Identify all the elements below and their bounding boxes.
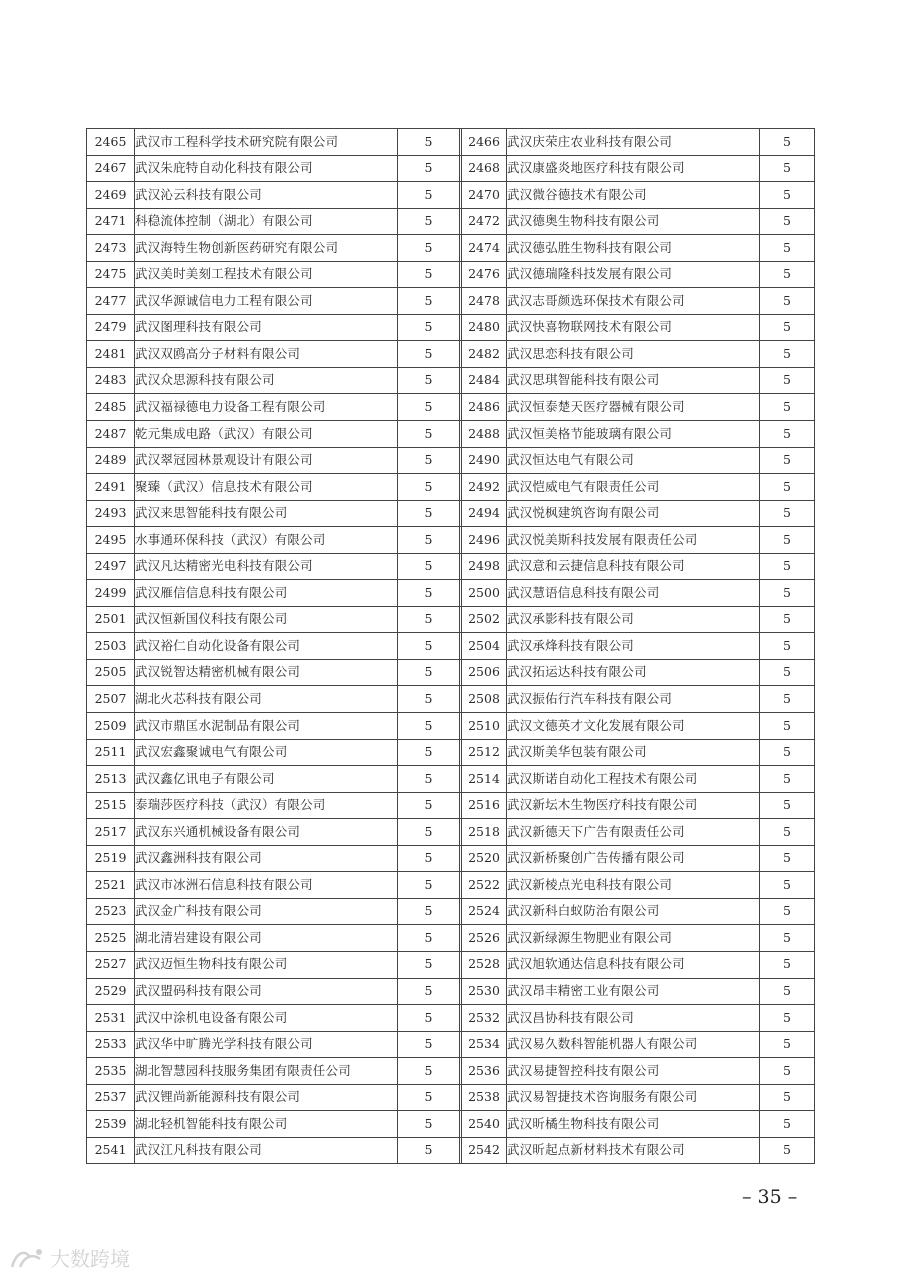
table-row [87, 553, 815, 580]
watermark-text: 大数跨境 [50, 1247, 130, 1271]
table-row [87, 394, 815, 421]
score-left: 5 [398, 208, 460, 235]
table-row [87, 659, 815, 686]
company-name-right: 武汉恒美格节能玻璃有限公司 [507, 421, 760, 448]
company-name-right: 武汉德奥生物科技有限公司 [507, 208, 760, 235]
row-number-left: 2541 [87, 1137, 135, 1164]
row-number-right: 2526 [462, 925, 507, 952]
row-number-left: 2537 [87, 1084, 135, 1111]
score-right: 5 [760, 288, 815, 315]
table-row [87, 314, 815, 341]
score-left: 5 [398, 553, 460, 580]
company-name-right: 武汉悦枫建筑咨询有限公司 [507, 500, 760, 527]
company-name-left: 武汉沁云科技有限公司 [135, 182, 398, 209]
row-number-right: 2536 [462, 1058, 507, 1085]
score-right: 5 [760, 447, 815, 474]
table-row [87, 713, 815, 740]
company-name-left: 武汉鑫洲科技有限公司 [135, 845, 398, 872]
company-name-left: 泰瑞莎医疗科技（武汉）有限公司 [135, 792, 398, 819]
row-number-right: 2486 [462, 394, 507, 421]
company-name-right: 武汉易智捷技术咨询服务有限公司 [507, 1084, 760, 1111]
table-row [87, 872, 815, 899]
score-left: 5 [398, 235, 460, 262]
company-name-left: 湖北清岩建设有限公司 [135, 925, 398, 952]
table-row [87, 288, 815, 315]
row-number-left: 2503 [87, 633, 135, 660]
company-name-right: 武汉易久数科智能机器人有限公司 [507, 1031, 760, 1058]
score-left: 5 [398, 1058, 460, 1085]
row-number-left: 2501 [87, 606, 135, 633]
row-number-right: 2488 [462, 421, 507, 448]
table-row [87, 766, 815, 793]
score-right: 5 [760, 819, 815, 846]
table-row [87, 1058, 815, 1085]
row-number-right: 2502 [462, 606, 507, 633]
table-row [87, 129, 815, 156]
row-number-left: 2485 [87, 394, 135, 421]
row-number-left: 2529 [87, 978, 135, 1005]
table-row [87, 261, 815, 288]
score-right: 5 [760, 845, 815, 872]
row-number-left: 2491 [87, 474, 135, 501]
row-number-right: 2470 [462, 182, 507, 209]
table-row [87, 580, 815, 607]
company-name-left: 武汉华源诚信电力工程有限公司 [135, 288, 398, 315]
company-name-left: 湖北火芯科技有限公司 [135, 686, 398, 713]
table-row [87, 155, 815, 182]
row-number-right: 2500 [462, 580, 507, 607]
score-left: 5 [398, 1084, 460, 1111]
row-number-left: 2507 [87, 686, 135, 713]
row-number-left: 2523 [87, 898, 135, 925]
score-left: 5 [398, 394, 460, 421]
score-right: 5 [760, 553, 815, 580]
table-row [87, 898, 815, 925]
table-row [87, 1031, 815, 1058]
row-number-right: 2492 [462, 474, 507, 501]
row-number-right: 2512 [462, 739, 507, 766]
company-name-left: 武汉市工程科学技术研究院有限公司 [135, 129, 398, 156]
company-name-right: 武汉新桥聚创广告传播有限公司 [507, 845, 760, 872]
company-name-right: 武汉振佑行汽车科技有限公司 [507, 686, 760, 713]
table-row [87, 819, 815, 846]
score-right: 5 [760, 1084, 815, 1111]
row-number-left: 2481 [87, 341, 135, 368]
row-number-right: 2538 [462, 1084, 507, 1111]
company-name-left: 武汉华中旷腾光学科技有限公司 [135, 1031, 398, 1058]
row-number-left: 2473 [87, 235, 135, 262]
table-row [87, 1111, 815, 1138]
score-right: 5 [760, 1111, 815, 1138]
score-right: 5 [760, 978, 815, 1005]
row-number-left: 2515 [87, 792, 135, 819]
company-name-left: 武汉众思源科技有限公司 [135, 367, 398, 394]
row-number-right: 2530 [462, 978, 507, 1005]
score-left: 5 [398, 925, 460, 952]
score-right: 5 [760, 766, 815, 793]
watermark-logo-icon [10, 1247, 44, 1269]
score-right: 5 [760, 925, 815, 952]
table-row [87, 235, 815, 262]
company-name-right: 武汉慧语信息科技有限公司 [507, 580, 760, 607]
row-number-left: 2517 [87, 819, 135, 846]
company-name-right: 武汉庆荣庄农业科技有限公司 [507, 129, 760, 156]
company-name-left: 武汉海特生物创新医药研究有限公司 [135, 235, 398, 262]
row-number-right: 2542 [462, 1137, 507, 1164]
score-right: 5 [760, 792, 815, 819]
score-right: 5 [760, 527, 815, 554]
score-left: 5 [398, 580, 460, 607]
table-row [87, 367, 815, 394]
company-name-left: 武汉锐智达精密机械有限公司 [135, 659, 398, 686]
score-right: 5 [760, 633, 815, 660]
row-number-right: 2510 [462, 713, 507, 740]
company-name-left: 武汉福禄德电力设备工程有限公司 [135, 394, 398, 421]
score-right: 5 [760, 898, 815, 925]
company-name-left: 武汉美时美刻工程技术有限公司 [135, 261, 398, 288]
table-row [87, 208, 815, 235]
row-number-right: 2478 [462, 288, 507, 315]
row-number-right: 2522 [462, 872, 507, 899]
company-name-right: 武汉承烽科技有限公司 [507, 633, 760, 660]
company-name-right: 武汉思恋科技有限公司 [507, 341, 760, 368]
table-row [87, 845, 815, 872]
row-number-left: 2519 [87, 845, 135, 872]
company-name-left: 武汉恒新国仪科技有限公司 [135, 606, 398, 633]
company-name-right: 武汉文德英才文化发展有限公司 [507, 713, 760, 740]
company-name-left: 乾元集成电路（武汉）有限公司 [135, 421, 398, 448]
company-name-left: 湖北智慧园科技服务集团有限责任公司 [135, 1058, 398, 1085]
score-right: 5 [760, 606, 815, 633]
company-name-right: 武汉易捷智控科技有限公司 [507, 1058, 760, 1085]
score-left: 5 [398, 500, 460, 527]
row-number-right: 2504 [462, 633, 507, 660]
row-number-left: 2527 [87, 951, 135, 978]
row-number-left: 2487 [87, 421, 135, 448]
row-number-left: 2509 [87, 713, 135, 740]
row-number-left: 2539 [87, 1111, 135, 1138]
table-row [87, 1005, 815, 1032]
score-right: 5 [760, 713, 815, 740]
table-body [87, 129, 815, 1164]
score-right: 5 [760, 235, 815, 262]
company-name-right: 武汉志哥颜选环保技术有限公司 [507, 288, 760, 315]
row-number-left: 2511 [87, 739, 135, 766]
row-number-left: 2469 [87, 182, 135, 209]
company-name-left: 武汉鑫亿讯电子有限公司 [135, 766, 398, 793]
score-left: 5 [398, 792, 460, 819]
score-right: 5 [760, 1137, 815, 1164]
company-name-left: 武汉裕仁自动化设备有限公司 [135, 633, 398, 660]
company-name-left: 水事通环保科技（武汉）有限公司 [135, 527, 398, 554]
company-name-left: 武汉雁信信息科技有限公司 [135, 580, 398, 607]
row-number-right: 2516 [462, 792, 507, 819]
score-right: 5 [760, 739, 815, 766]
row-number-right: 2508 [462, 686, 507, 713]
score-left: 5 [398, 474, 460, 501]
score-left: 5 [398, 739, 460, 766]
watermark [10, 1243, 130, 1272]
score-right: 5 [760, 182, 815, 209]
table-row [87, 978, 815, 1005]
company-name-right: 武汉意和云捷信息科技有限公司 [507, 553, 760, 580]
company-name-right: 武汉昕橘生物科技有限公司 [507, 1111, 760, 1138]
table-row [87, 474, 815, 501]
score-right: 5 [760, 686, 815, 713]
row-number-right: 2494 [462, 500, 507, 527]
company-name-left: 武汉来思智能科技有限公司 [135, 500, 398, 527]
score-right: 5 [760, 341, 815, 368]
score-right: 5 [760, 1058, 815, 1085]
company-name-right: 武汉康盛炎地医疗科技有限公司 [507, 155, 760, 182]
score-left: 5 [398, 633, 460, 660]
score-left: 5 [398, 1031, 460, 1058]
row-number-right: 2476 [462, 261, 507, 288]
row-number-left: 2521 [87, 872, 135, 899]
table-row [87, 1137, 815, 1164]
row-number-left: 2465 [87, 129, 135, 156]
company-name-left: 聚臻（武汉）信息技术有限公司 [135, 474, 398, 501]
row-number-right: 2532 [462, 1005, 507, 1032]
row-number-left: 2531 [87, 1005, 135, 1032]
score-right: 5 [760, 208, 815, 235]
company-name-right: 武汉昂丰精密工业有限公司 [507, 978, 760, 1005]
score-left: 5 [398, 686, 460, 713]
company-name-right: 武汉思琪智能科技有限公司 [507, 367, 760, 394]
row-number-right: 2524 [462, 898, 507, 925]
score-left: 5 [398, 129, 460, 156]
row-number-right: 2518 [462, 819, 507, 846]
row-number-left: 2467 [87, 155, 135, 182]
row-number-left: 2505 [87, 659, 135, 686]
company-name-left: 武汉金广科技有限公司 [135, 898, 398, 925]
score-left: 5 [398, 155, 460, 182]
score-right: 5 [760, 872, 815, 899]
page-number: – 35 – [742, 1186, 798, 1208]
score-right: 5 [760, 129, 815, 156]
row-number-left: 2483 [87, 367, 135, 394]
company-name-left: 湖北轻机智能科技有限公司 [135, 1111, 398, 1138]
company-name-left: 武汉市冰洲石信息科技有限公司 [135, 872, 398, 899]
score-left: 5 [398, 872, 460, 899]
company-name-left: 武汉东兴通机械设备有限公司 [135, 819, 398, 846]
score-right: 5 [760, 659, 815, 686]
row-number-left: 2533 [87, 1031, 135, 1058]
row-number-left: 2525 [87, 925, 135, 952]
score-left: 5 [398, 766, 460, 793]
row-number-right: 2490 [462, 447, 507, 474]
row-number-left: 2499 [87, 580, 135, 607]
company-name-right: 武汉新坛木生物医疗科技有限公司 [507, 792, 760, 819]
score-right: 5 [760, 1005, 815, 1032]
company-name-left: 武汉迈恒生物科技有限公司 [135, 951, 398, 978]
company-list-table [86, 128, 815, 1164]
score-left: 5 [398, 819, 460, 846]
row-number-right: 2506 [462, 659, 507, 686]
table-row [87, 792, 815, 819]
score-left: 5 [398, 951, 460, 978]
row-number-left: 2495 [87, 527, 135, 554]
score-left: 5 [398, 447, 460, 474]
table-row [87, 925, 815, 952]
company-name-right: 武汉微谷德技术有限公司 [507, 182, 760, 209]
row-number-left: 2489 [87, 447, 135, 474]
row-number-right: 2480 [462, 314, 507, 341]
company-name-right: 武汉恺威电气有限责任公司 [507, 474, 760, 501]
score-left: 5 [398, 845, 460, 872]
score-right: 5 [760, 367, 815, 394]
company-name-right: 武汉悦美斯科技发展有限责任公司 [507, 527, 760, 554]
row-number-left: 2479 [87, 314, 135, 341]
score-left: 5 [398, 1111, 460, 1138]
table-row [87, 182, 815, 209]
company-name-right: 武汉斯诺自动化工程技术有限公司 [507, 766, 760, 793]
score-left: 5 [398, 713, 460, 740]
row-number-right: 2468 [462, 155, 507, 182]
table-row [87, 686, 815, 713]
company-name-left: 武汉双鸥高分子材料有限公司 [135, 341, 398, 368]
score-right: 5 [760, 951, 815, 978]
company-name-left: 武汉江凡科技有限公司 [135, 1137, 398, 1164]
company-name-left: 武汉图理科技有限公司 [135, 314, 398, 341]
row-number-right: 2528 [462, 951, 507, 978]
company-name-right: 武汉拓运达科技有限公司 [507, 659, 760, 686]
company-name-left: 武汉市鼎匡水泥制品有限公司 [135, 713, 398, 740]
table-row [87, 739, 815, 766]
score-right: 5 [760, 580, 815, 607]
table-row [87, 951, 815, 978]
company-name-right: 武汉承影科技有限公司 [507, 606, 760, 633]
table-row [87, 633, 815, 660]
row-number-right: 2474 [462, 235, 507, 262]
company-name-left: 武汉朱庇特自动化科技有限公司 [135, 155, 398, 182]
score-right: 5 [760, 474, 815, 501]
company-name-right: 武汉昕起点新材料技术有限公司 [507, 1137, 760, 1164]
row-number-left: 2513 [87, 766, 135, 793]
company-name-left: 科稳流体控制（湖北）有限公司 [135, 208, 398, 235]
company-name-right: 武汉恒达电气有限公司 [507, 447, 760, 474]
company-name-right: 武汉新棱点光电科技有限公司 [507, 872, 760, 899]
company-name-left: 武汉中涂机电设备有限公司 [135, 1005, 398, 1032]
row-number-right: 2482 [462, 341, 507, 368]
score-left: 5 [398, 606, 460, 633]
company-name-right: 武汉新科白蚁防治有限公司 [507, 898, 760, 925]
score-left: 5 [398, 261, 460, 288]
score-left: 5 [398, 659, 460, 686]
score-left: 5 [398, 314, 460, 341]
company-name-right: 武汉恒泰楚天医疗器械有限公司 [507, 394, 760, 421]
company-name-left: 武汉宏鑫聚诚电气有限公司 [135, 739, 398, 766]
score-right: 5 [760, 155, 815, 182]
company-name-right: 武汉斯美华包装有限公司 [507, 739, 760, 766]
score-right: 5 [760, 500, 815, 527]
score-left: 5 [398, 527, 460, 554]
row-number-right: 2484 [462, 367, 507, 394]
table-row [87, 1084, 815, 1111]
row-number-right: 2472 [462, 208, 507, 235]
company-name-right: 武汉德弘胜生物科技有限公司 [507, 235, 760, 262]
score-right: 5 [760, 421, 815, 448]
score-left: 5 [398, 898, 460, 925]
row-number-right: 2498 [462, 553, 507, 580]
row-number-right: 2466 [462, 129, 507, 156]
row-number-left: 2475 [87, 261, 135, 288]
company-name-right: 武汉快喜物联网技术有限公司 [507, 314, 760, 341]
company-name-left: 武汉翠冠园林景观设计有限公司 [135, 447, 398, 474]
table-row [87, 606, 815, 633]
score-left: 5 [398, 341, 460, 368]
row-number-right: 2540 [462, 1111, 507, 1138]
company-name-right: 武汉新绿源生物肥业有限公司 [507, 925, 760, 952]
table-row [87, 500, 815, 527]
score-left: 5 [398, 1005, 460, 1032]
company-name-right: 武汉旭软通达信息科技有限公司 [507, 951, 760, 978]
table-row [87, 341, 815, 368]
company-name-left: 武汉凡达精密光电科技有限公司 [135, 553, 398, 580]
table-row [87, 527, 815, 554]
row-number-right: 2514 [462, 766, 507, 793]
company-name-right: 武汉德瑞隆科技发展有限公司 [507, 261, 760, 288]
score-right: 5 [760, 314, 815, 341]
company-name-left: 武汉盟码科技有限公司 [135, 978, 398, 1005]
score-left: 5 [398, 182, 460, 209]
table-row [87, 421, 815, 448]
score-left: 5 [398, 978, 460, 1005]
company-name-left: 武汉锂尚新能源科技有限公司 [135, 1084, 398, 1111]
score-left: 5 [398, 367, 460, 394]
row-number-right: 2520 [462, 845, 507, 872]
row-number-left: 2497 [87, 553, 135, 580]
score-left: 5 [398, 288, 460, 315]
row-number-right: 2496 [462, 527, 507, 554]
company-name-right: 武汉新德天下广告有限责任公司 [507, 819, 760, 846]
table-row [87, 447, 815, 474]
score-left: 5 [398, 1137, 460, 1164]
score-right: 5 [760, 261, 815, 288]
row-number-left: 2493 [87, 500, 135, 527]
row-number-right: 2534 [462, 1031, 507, 1058]
company-name-right: 武汉昌协科技有限公司 [507, 1005, 760, 1032]
row-number-left: 2471 [87, 208, 135, 235]
score-right: 5 [760, 394, 815, 421]
row-number-left: 2535 [87, 1058, 135, 1085]
row-number-left: 2477 [87, 288, 135, 315]
score-left: 5 [398, 421, 460, 448]
score-right: 5 [760, 1031, 815, 1058]
